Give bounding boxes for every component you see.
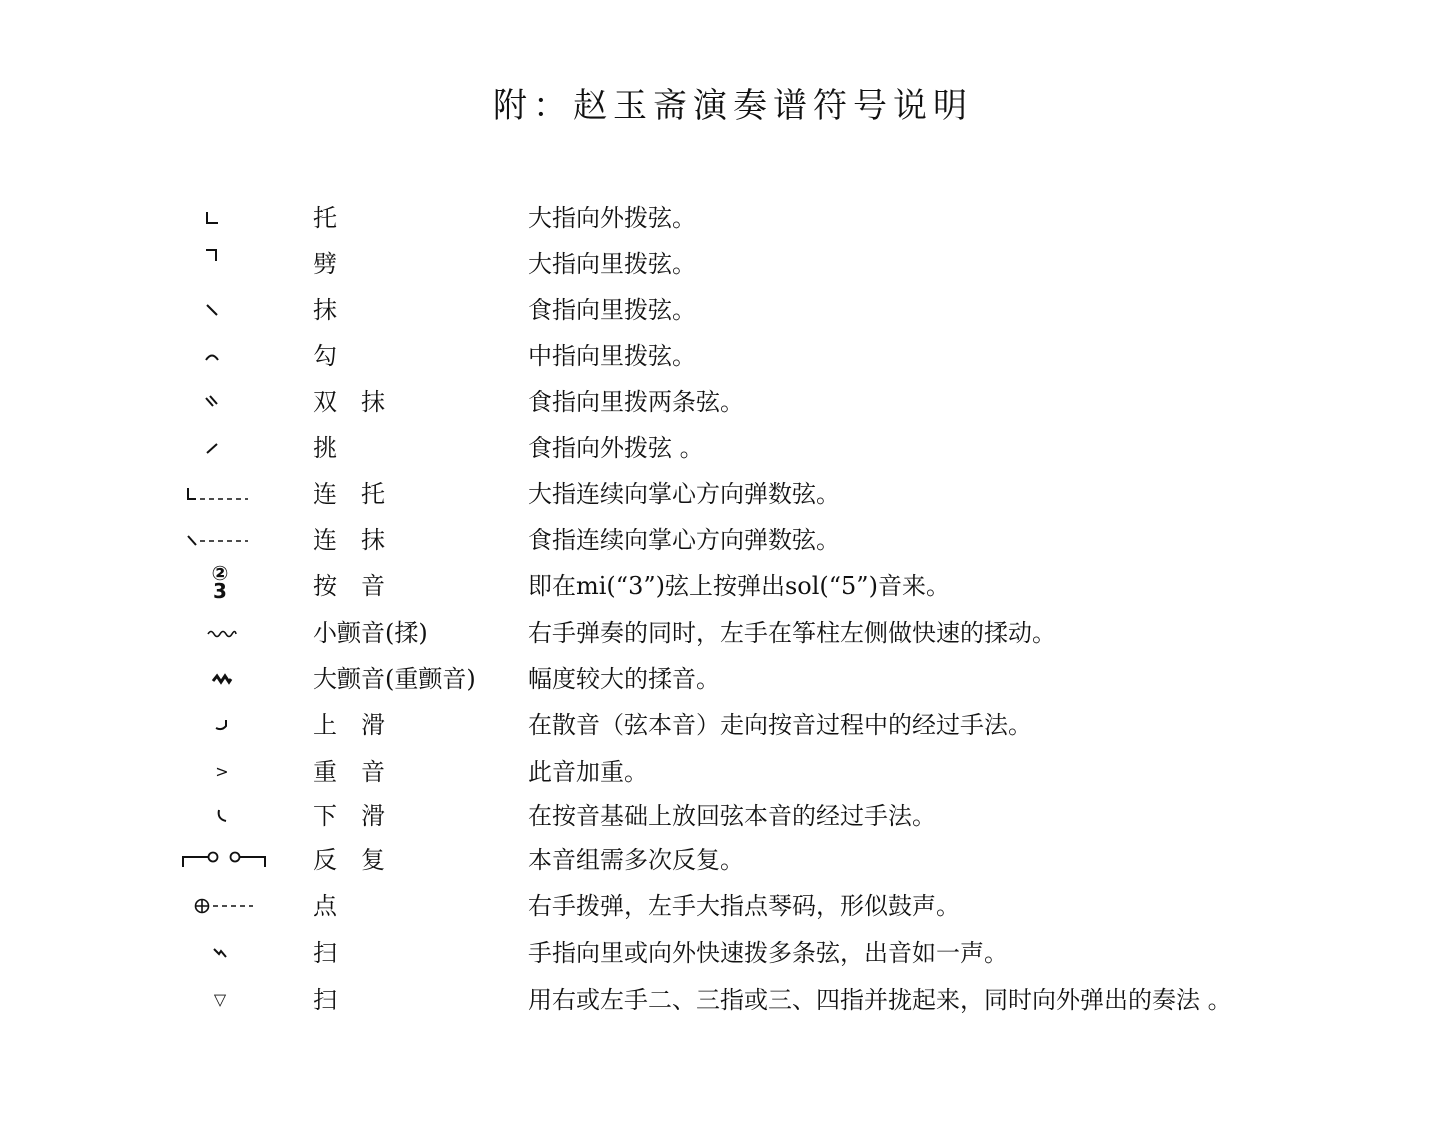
list-item — [0, 838, 1446, 882]
symbol-number: 3 — [213, 579, 227, 603]
technique-name: 小颤音(揉) — [313, 619, 428, 647]
technique-description: 食指向里拨两条弦。 — [528, 388, 744, 416]
mo-symbol-icon — [152, 288, 272, 332]
list-item — [0, 560, 1446, 604]
technique-description: 手指向里或向外快速拨多条弦，出音如一声。 — [528, 939, 1008, 967]
list-item — [0, 288, 1446, 332]
technique-description: 右手拨弹，左手大指点琴码，形似鼓声。 — [528, 892, 960, 920]
technique-name: 反 复 — [313, 846, 385, 874]
tiao-symbol-icon — [152, 426, 272, 470]
gou-symbol-icon — [152, 334, 272, 378]
list-item — [0, 931, 1446, 975]
list-item — [0, 196, 1446, 240]
lian-mo-symbol-icon — [158, 518, 278, 562]
large-vibrato-symbol-icon — [162, 657, 282, 701]
technique-name: 大颤音(重颤音) — [313, 665, 476, 693]
technique-name: 点 — [313, 892, 337, 920]
page-title: 附：赵玉斋演奏谱符号说明 — [493, 86, 973, 126]
small-vibrato-symbol-icon — [162, 611, 282, 655]
accent-mark: > — [215, 762, 229, 781]
list-item — [0, 884, 1446, 928]
technique-description: 本音组需多次反复。 — [528, 846, 744, 874]
technique-name: 重 音 — [313, 758, 385, 786]
technique-name: 连 抹 — [313, 526, 385, 554]
technique-name: 按 音 — [313, 572, 385, 600]
technique-name: 下 滑 — [313, 802, 385, 830]
technique-description: 中指向里拨弦。 — [528, 342, 696, 370]
repeat-symbol-icon — [164, 838, 284, 882]
symbol-circled-number: ② — [211, 561, 229, 585]
list-item — [0, 334, 1446, 378]
double-mo-symbol-icon — [152, 380, 272, 424]
technique-description: 此音加重。 — [528, 758, 648, 786]
technique-description: 食指向里拨弦。 — [528, 296, 696, 324]
technique-name: 连 托 — [313, 480, 385, 508]
list-item — [0, 380, 1446, 424]
lian-tuo-symbol-icon — [158, 472, 278, 516]
list-item — [0, 703, 1446, 747]
technique-description: 幅度较大的揉音。 — [528, 665, 720, 693]
list-item — [0, 611, 1446, 655]
technique-description: 用右或左手二、三指或三、四指并拢起来，同时向外弹出的奏法 。 — [528, 986, 1232, 1014]
technique-name: 抹 — [313, 296, 337, 324]
technique-description: 右手弹奏的同时，左手在筝柱左侧做快速的揉动。 — [528, 619, 1056, 647]
triangle-mark: ▽ — [213, 990, 227, 1009]
technique-name: 扫 — [313, 986, 337, 1014]
list-item — [0, 794, 1446, 838]
list-item — [0, 657, 1446, 701]
technique-description: 食指连续向掌心方向弹数弦。 — [528, 526, 840, 554]
technique-description: 食指向外拨弦 。 — [528, 434, 704, 462]
down-slide-symbol-icon — [162, 794, 282, 838]
technique-name: 扫 — [313, 939, 337, 967]
up-slide-symbol-icon — [162, 703, 282, 747]
list-item — [0, 426, 1446, 470]
sao-triangle-symbol-icon — [160, 978, 280, 1022]
technique-description: 即在mi(“3”)弦上按弹出sol(“5”)音来。 — [528, 572, 950, 600]
technique-description: 在按音基础上放回弦本音的经过手法。 — [528, 802, 936, 830]
technique-description: 在散音（弦本音）走向按音过程中的经过手法。 — [528, 711, 1032, 739]
list-item — [0, 978, 1446, 1022]
technique-name: 托 — [313, 204, 337, 232]
technique-name: 勾 — [313, 342, 337, 370]
technique-name: 劈 — [313, 250, 337, 278]
an-yin-symbol-icon — [160, 560, 280, 604]
technique-name: 双 抹 — [313, 388, 385, 416]
technique-name: 挑 — [313, 434, 337, 462]
technique-description: 大指连续向掌心方向弹数弦。 — [528, 480, 840, 508]
list-item — [0, 242, 1446, 286]
technique-description: 大指向里拨弦。 — [528, 250, 696, 278]
accent-symbol-icon — [162, 750, 282, 794]
tuo-symbol-icon — [152, 196, 272, 240]
pi-symbol-icon — [152, 242, 272, 286]
technique-description: 大指向外拨弦。 — [528, 204, 696, 232]
list-item — [0, 472, 1446, 516]
sao-symbol-icon — [160, 931, 280, 975]
technique-name: 上 滑 — [313, 711, 385, 739]
list-item — [0, 518, 1446, 562]
dian-symbol-icon — [164, 884, 284, 928]
list-item — [0, 750, 1446, 794]
